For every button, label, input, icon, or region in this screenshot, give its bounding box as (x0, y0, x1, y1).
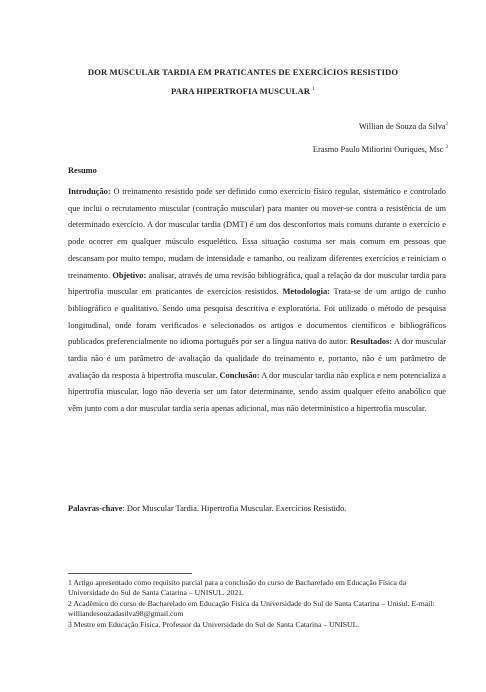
abstract-heading: Resumo (68, 166, 97, 175)
author-2-mark: 3 (445, 144, 448, 150)
footnotes (68, 578, 446, 630)
author-list (148, 114, 448, 160)
results-label: Resultados: (350, 337, 393, 347)
paper-title (40, 64, 446, 100)
conclusion-label: Conclusão: (219, 370, 260, 380)
author-1 (148, 114, 448, 137)
footnote-1: 1 Artigo apresentado como requisito parcial para a conclusão do curso de Bacharelado em Educação Física da Universidade do Sul de Santa Catarina – UNISUL. 2021. (68, 578, 407, 598)
author-1-name: Willian de Souza da Silva (358, 121, 446, 131)
abstract-body (68, 184, 446, 418)
results-text: A dor muscular tardia não é um parâmetro de avaliação da qualidade do treinamento e, portanto, não é um parâmetro de avaliação da resposta à hipertrofia muscular. (68, 337, 446, 380)
title-line-2 (40, 81, 446, 100)
title-line-1: DOR MUSCULAR TARDIA EM PRATICANTES DE EXERCÍCIOS RESISTIDO (87, 67, 399, 77)
author-1-mark: 2 (445, 122, 448, 127)
conclusion-text: A dor muscular tardia não explica e nem potencializa a hipertrofia muscular, logo não deveria ser um fator determinante, sendo assim qualquer efeito anabólico que vêm junto com a dor muscular tardia seria apenas adicional, mas não determinístico a hipertrofia muscular. (68, 370, 446, 414)
author-2-name: Erasmo Paulo Miliorini Ouriques, Msc (312, 144, 444, 154)
objective-label: Objetivo: (112, 270, 147, 280)
methodology-text: Trata-se de um artigo de cunho bibliográfico e qualitativo. Sendo uma pesquisa descritiva e exploratória. Foi utilizado o método de pesquisa longitudinal, onde foram verificados e selecionados os artigos e documentos científicos e bibliográficos publicados preferencialmente no idioma português por ser a língua nativa do autor. (68, 287, 446, 347)
author-2 (148, 137, 448, 160)
intro-label: Introdução: (68, 187, 111, 196)
methodology-label: Metodologia: (282, 287, 330, 297)
intro-text: O treinamento resistido pode ser definido como exercício físico regular, sistemático e controlado que inclui o recrutamento muscular (contração muscular) para manter ou mover-se contra a resistência de um determinado exercício. A dor muscular tardia (DMT) é um dos desconfortos mais comuns durante o exercício e pode ocorrer em qualquer músculo esquelético. Essa situação costuma ser mais comum em pessoas que descansam por muito tempo, mudam de intensidade e tamanho, ou realizam diferentes exercícios e reiniciam o treinamento. (68, 187, 446, 280)
footnote-3: 3 Mestre em Educação Física. Professor da Universidade do Sul de Santa Catarina – UNISUL. (68, 619, 360, 629)
footnote-2: 2 Acadêmico do curso de Bacharelado em Educação Física da Universidade do Sul de Santa Catarina – Unisul. E-mail: williandesouzadasilva98@gmail.com (68, 598, 435, 619)
title-footnote-mark: 1 (312, 87, 315, 92)
keywords (68, 502, 446, 516)
footnote-divider (68, 573, 192, 574)
keywords-text: : Dor Muscular Tardia. Hipertrofia Muscular. Exercícios Resistido. (122, 504, 347, 513)
keywords-label: Palavras-chave (68, 504, 123, 513)
title-line-2-text: PARA HIPERTROFIA MUSCULAR (171, 85, 311, 96)
objective-text: analisar, através de uma revisão bibliográfica, qual a relação da dor muscular tardia para hipertrofia muscular em praticantes de exercícios resistidos. (68, 270, 446, 297)
